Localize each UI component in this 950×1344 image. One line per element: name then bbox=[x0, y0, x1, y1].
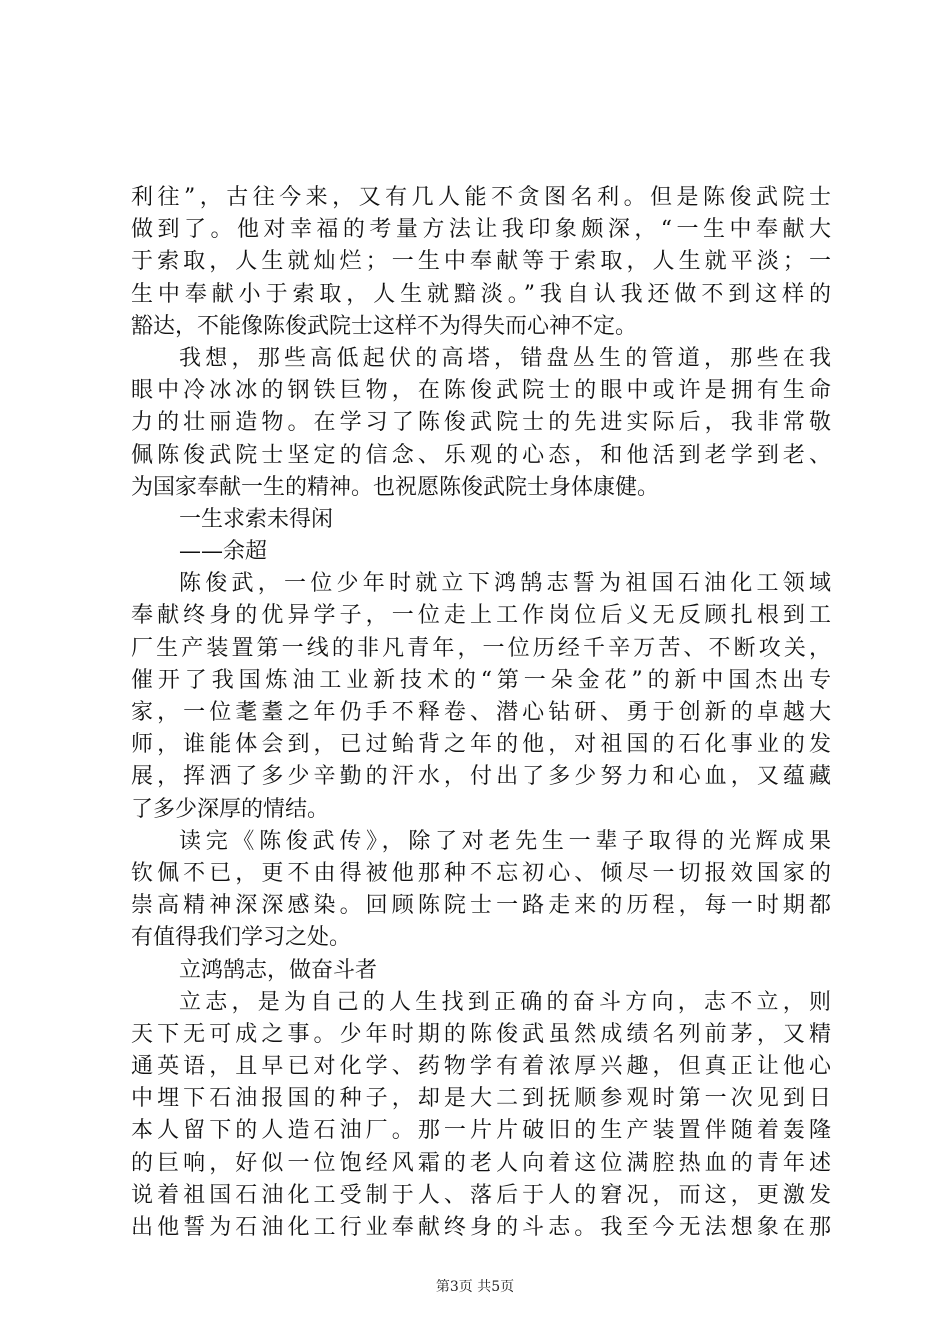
text-line: 厂生产装置第一线的非凡青年，一位历经千辛万苦、不断攻关， bbox=[131, 635, 831, 661]
text-line: 奉献终身的优异学子，一位走上工作岗位后义无反顾扎根到工 bbox=[131, 603, 831, 629]
text-line: ——余超 bbox=[179, 539, 268, 565]
text-line: 生中奉献小于索取，人生就黯淡。”我自认我还做不到这样的 bbox=[131, 281, 831, 307]
text-line: 的巨响，好似一位饱经风霜的老人向着这位满腔热血的青年述 bbox=[131, 1150, 831, 1176]
text-line: 钦佩不已，更不由得被他那种不忘初心、倾尽一切报效国家的 bbox=[131, 860, 831, 886]
text-line: 眼中冷冰冰的钢铁巨物，在陈俊武院士的眼中或许是拥有生命 bbox=[131, 378, 831, 404]
text-line: 读完《陈俊武传》，除了对老先生一辈子取得的光辉成果 bbox=[179, 828, 831, 854]
text-line: 本人留下的人造石油厂。那一片片破旧的生产装置伴随着轰隆 bbox=[131, 1118, 831, 1144]
text-line: 了多少深厚的情结。 bbox=[131, 796, 330, 822]
text-line: 做到了。他对幸福的考量方法让我印象颇深，“一生中奉献大 bbox=[131, 217, 831, 243]
text-line: 我想，那些高低起伏的高塔，错盘丛生的管道，那些在我 bbox=[179, 345, 831, 371]
text-line: 中埋下石油报国的种子，却是大二到抚顺参观时第一次见到日 bbox=[131, 1086, 831, 1112]
text-line: 有值得我们学习之处。 bbox=[131, 925, 352, 951]
text-line: 陈俊武，一位少年时就立下鸿鹄志誓为祖国石油化工领域 bbox=[179, 571, 831, 597]
text-line: 家，一位耄耋之年仍手不释卷、潜心钻研、勇于创新的卓越大 bbox=[131, 700, 831, 725]
text-line: 一生求索未得闲 bbox=[179, 506, 334, 532]
text-line: 立鸿鹄志，做奋斗者 bbox=[179, 957, 378, 983]
text-line: 为国家奉献一生的精神。也祝愿陈俊武院士身体康健。 bbox=[131, 474, 660, 500]
text-line: 通英语，且早已对化学、药物学有着浓厚兴趣，但真正让他心 bbox=[131, 1054, 831, 1080]
text-line: 于索取，人生就灿烂；一生中奉献等于索取，人生就平淡；一 bbox=[131, 249, 831, 275]
text-line: 力的壮丽造物。在学习了陈俊武院士的先进实际后，我非常敬 bbox=[131, 410, 831, 436]
text-line: 佩陈俊武院士坚定的信念、乐观的心态，和他活到老学到老、 bbox=[131, 442, 831, 468]
text-line: 崇高精神深深感染。回顾陈院士一路走来的历程，每一时期都 bbox=[131, 893, 831, 919]
text-line: 催开了我国炼油工业新技术的“第一朵金花”的新中国杰出专 bbox=[131, 667, 831, 693]
text-line: 天下无可成之事。少年时期的陈俊武虽然成绩名列前茅，又精 bbox=[131, 1021, 831, 1047]
text-line: 出他誓为石油化工行业奉献终身的斗志。我至今无法想象在那 bbox=[131, 1215, 831, 1240]
text-line: 说着祖国石油化工受制于人、落后于人的窘况，而这，更激发 bbox=[131, 1182, 831, 1208]
text-line: 立志，是为自己的人生找到正确的奋斗方向，志不立，则 bbox=[179, 989, 831, 1015]
page-footer: 第3页 共5页 bbox=[435, 1279, 515, 1295]
document-body bbox=[131, 182, 831, 1244]
text-line: 利往”，古往今来，又有几人能不贪图名利。但是陈俊武院士 bbox=[131, 185, 831, 210]
text-line: 展，挥洒了多少辛勤的汗水，付出了多少努力和心血，又蕴藏 bbox=[131, 764, 831, 790]
text-line: 师，谁能体会到，已过鲐背之年的他，对祖国的石化事业的发 bbox=[131, 732, 831, 758]
text-line: 豁达，不能像陈俊武院士这样不为得失而心神不定。 bbox=[131, 313, 638, 339]
